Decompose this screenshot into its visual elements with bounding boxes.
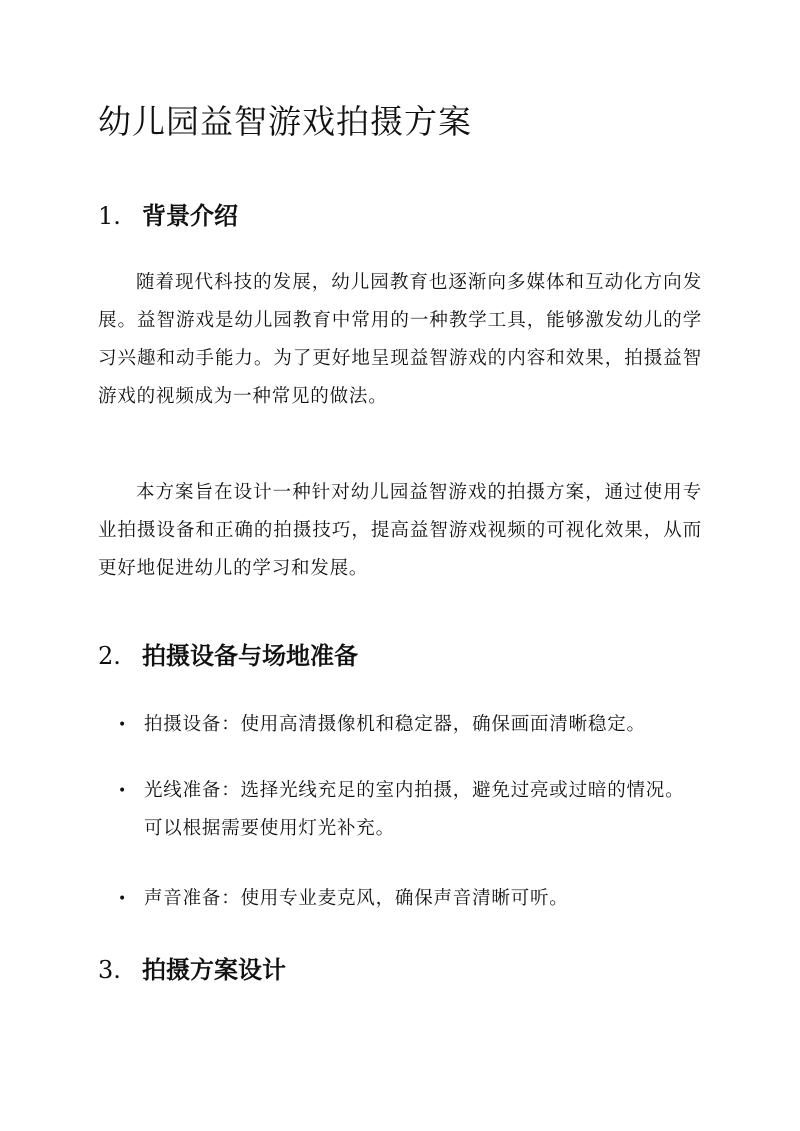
- paragraph: 本方案旨在设计一种针对幼儿园益智游戏的拍摄方案，通过使用专业拍摄设备和正确的拍摄技巧，提高益智游戏视频的可视化效果，从而更好地促进幼儿的学习和发展。: [98, 482, 702, 579]
- list-item: [118, 772, 692, 848]
- section-title: 拍摄设备与场地准备: [142, 641, 358, 670]
- bullet-icon: •: [118, 717, 128, 733]
- bullet-icon: •: [118, 783, 128, 799]
- bullet-icon: •: [118, 891, 128, 907]
- section-number: 3.: [98, 956, 121, 984]
- section-heading-background: [98, 196, 238, 231]
- section-title: 背景介绍: [142, 201, 238, 230]
- section-heading-design: [98, 950, 286, 985]
- section-number: 1.: [98, 202, 121, 230]
- paragraph: 随着现代科技的发展，幼儿园教育也逐渐向多媒体和互动化方向发展。益智游戏是幼儿园教育中常用的一种教学工具，能够激发幼儿的学习兴趣和动手能力。为了更好地呈现益智游戏的内容和效果，拍摄益智游戏的视频成为一种常见的做法。: [98, 272, 702, 407]
- list-item-text: 光线准备：选择光线充足的室内拍摄，避免过亮或过暗的情况。可以根据需要使用灯光补充。: [144, 780, 685, 839]
- list-item-text: 拍摄设备：使用高清摄像机和稳定器，确保画面清晰稳定。: [144, 714, 646, 735]
- section-heading-equipment: [98, 636, 358, 671]
- section-title: 拍摄方案设计: [142, 955, 286, 984]
- list-item: [118, 706, 692, 744]
- list-item-text: 声音准备：使用专业麦克风，确保声音清晰可听。: [144, 888, 569, 909]
- document-title: 幼儿园益智游戏拍摄方案: [98, 102, 472, 141]
- section-number: 2.: [98, 642, 121, 670]
- list-item: [118, 880, 692, 918]
